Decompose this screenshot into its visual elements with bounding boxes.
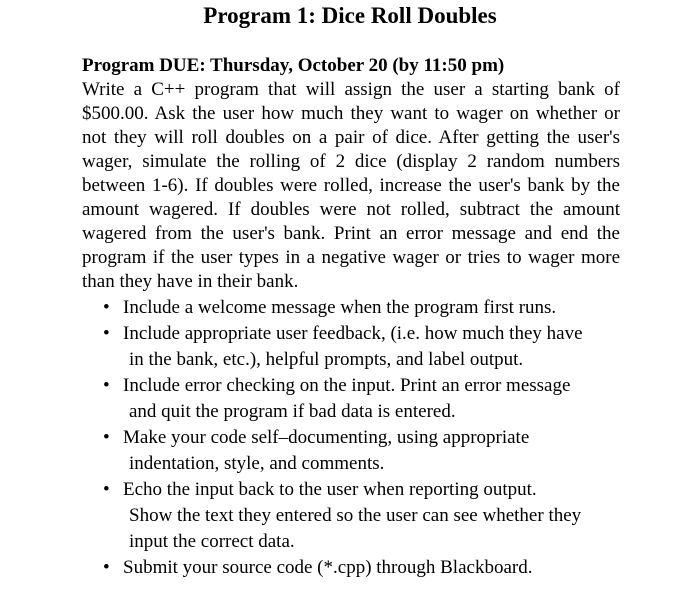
assignment-content [82,54,620,581]
requirement-item-echo-input [82,477,620,555]
assignment-description: Write a C++ program that will assign the user a starting bank of $500.00. Ask the user how much they want to wager on whether or not they will roll doubles on a pair of dice. After getting the user's wager, simulate the rolling of 2 dice (display 2 random numbers between 1-6). If doubles were rolled, increase the user's bank by the amount wagered. If doubles were not rolled, subtract the amount wagered from the user's bank. Print an error message and end the program if the user types in a negative wager or tries to wager more than they have in their bank. [82,79,620,292]
due-date-heading: Program DUE: Thursday, October 20 (by 11:50 pm) [82,55,505,76]
requirement-text: Include error checking on the input. Print an error message [123,375,571,396]
bullet-icon: • [103,427,110,448]
requirement-text-continued: input the correct data. [129,531,295,552]
requirement-text: Include a welcome message when the program first runs. [123,297,557,318]
requirement-item-submit [82,555,620,581]
requirement-item-welcome [82,295,620,321]
bullet-icon: • [103,375,110,396]
requirement-text: Echo the input back to the user when reporting output. [123,479,537,500]
requirement-text: Submit your source code (*.cpp) through Blackboard. [123,557,533,578]
page-title: Program 1: Dice Roll Doubles [203,3,497,28]
requirement-item-feedback [82,321,620,373]
requirement-text: Make your code self–documenting, using appropriate [123,427,530,448]
bullet-icon: • [103,323,110,344]
bullet-icon: • [103,297,110,318]
requirement-text-continued: indentation, style, and comments. [129,453,385,474]
requirement-text-continued: Show the text they entered so the user can see whether they [129,505,582,526]
requirement-item-error-checking [82,373,620,425]
requirement-text-continued: in the bank, etc.), helpful prompts, and label output. [129,349,524,370]
requirement-text-continued: and quit the program if bad data is entered. [129,401,456,422]
requirement-item-self-documenting [82,425,620,477]
bullet-icon: • [103,557,110,578]
bullet-icon: • [103,479,110,500]
requirement-text: Include appropriate user feedback, (i.e. how much they have [123,323,583,344]
requirements-list [82,295,620,581]
